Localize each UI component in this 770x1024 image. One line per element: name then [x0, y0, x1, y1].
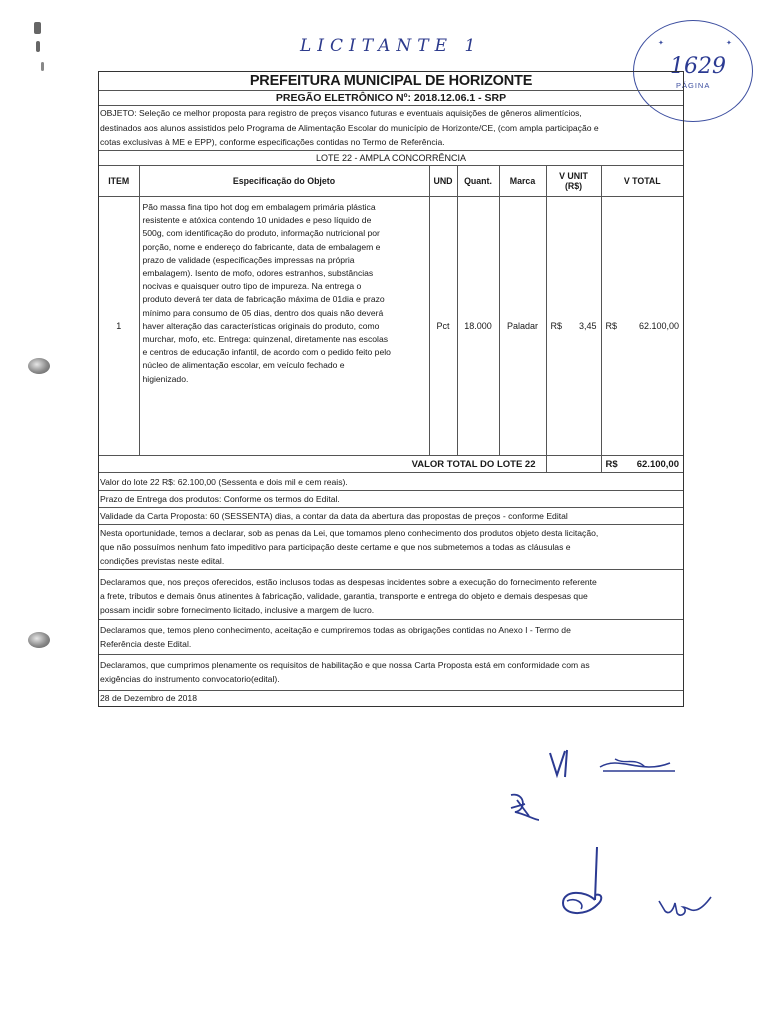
proposal-form	[98, 71, 684, 707]
scan-mark	[34, 22, 41, 34]
signature-initials-1	[545, 745, 695, 785]
signature-main	[555, 845, 615, 920]
spec-line: núcleo de alimentação escolar, em veículo fechado e	[142, 360, 345, 371]
valor-lote-line: Valor do lote 22 R$: 62.100,00 (Sessenta e dois mil e cem reais).	[99, 472, 683, 491]
stamp-page-label: PÁGINA	[676, 81, 711, 90]
header-und: UND	[429, 166, 457, 197]
spec-line: murchar, mofo, etc. Entrega: quinzenal, diretamente nas escolas	[142, 334, 389, 345]
header-marca: Marca	[499, 166, 546, 197]
cell-vunit	[546, 197, 601, 456]
validade-line: Validade da Carta Proposta: 60 (SESSENTA) dias, a contar da data da abertura das propostas de preços - conforme Edital	[99, 508, 683, 525]
spec-line: higienizado.	[142, 373, 189, 384]
declaracao-habilitacao	[99, 655, 683, 691]
objeto-line: cotas exclusivas à ME e EPP), conforme especificações contidas no Termo de Referência.	[100, 137, 445, 147]
total-value-cell	[601, 456, 683, 473]
declaracao-line: a frete, tributos e demais ônus atinentes à fabricação, validade, garantia, transporte e entrega do objeto e demais despesas que	[100, 591, 588, 601]
table-header-row	[99, 166, 683, 197]
declaracao-obrigacoes	[99, 620, 683, 655]
signature-initials-3	[655, 893, 715, 923]
handwritten-header: LICITANTE 1	[300, 36, 482, 56]
header-vunit-line2: (R$)	[564, 181, 583, 191]
stamp-page-number: 1629	[670, 54, 726, 79]
prazo-entrega-line: Prazo de Entrega dos produtos: Conforme os termos do Edital.	[99, 491, 683, 508]
cell-quant: 18.000	[457, 197, 499, 456]
scan-mark	[36, 41, 40, 52]
spec-line: haver alteração das características originais do produto, como	[142, 320, 380, 331]
document-date: 28 de Dezembro de 2018	[100, 693, 197, 703]
declaracao-line: que não possuímos nenhum fato impeditivo para participação deste certame e que nos submetemos a todas as cláusulas e	[100, 542, 571, 552]
cell-marca: Paladar	[499, 197, 546, 456]
header-vunit	[546, 166, 601, 197]
table-row	[99, 197, 683, 456]
declaracao-line: possam incidir sobre fornecimento licitado, inclusive a margem de lucro.	[100, 605, 375, 615]
form-title: PREFEITURA MUNICIPAL DE HORIZONTE	[99, 72, 683, 91]
total-currency: R$	[605, 458, 618, 470]
spec-line: produto deverá ter data de fabricação máxima de 01dia e prazo	[142, 294, 385, 305]
header-vunit-line1: V UNIT	[559, 171, 588, 181]
spec-line: embalagem). Isento de mofo, odores estranhos, substâncias	[142, 268, 374, 279]
scan-mark	[41, 62, 44, 71]
declaracao-line: Referência deste Edital.	[100, 639, 192, 649]
objeto-line: destinados aos alunos assistidos pelo Programa de Alimentação Escolar do município de Horizonte/CE, (com ampla participação e	[100, 122, 599, 133]
items-table	[99, 166, 683, 472]
declaracao-line: Declaramos que, nos preços oferecidos, estão inclusos todas as despesas incidentes sobre a execução do fornecimento referente	[100, 577, 597, 587]
total-row	[99, 456, 683, 473]
spec-line: Pão massa fina tipo hot dog em embalagem primária plástica	[142, 202, 376, 212]
total-value: 62.100,00	[636, 458, 679, 470]
header-spec: Especificação do Objeto	[139, 166, 429, 197]
total-label: VALOR TOTAL DO LOTE 22	[139, 456, 546, 473]
cell-und: Pct	[429, 197, 457, 456]
signature-initials-2	[505, 790, 545, 825]
page-number-stamp: ✦ ✦ 1629 PÁGINA	[633, 20, 753, 122]
header-vtotal: V TOTAL	[601, 166, 683, 197]
spec-line: mínimo para consumo de 05 dias, dentro dos quais não deverá	[142, 307, 384, 318]
vtotal-value: 62.100,00	[638, 321, 679, 331]
declaracao-conhecimento	[99, 525, 683, 570]
header-quant: Quant.	[457, 166, 499, 197]
spec-line: prazo de validade (especificações impressas na própria	[142, 254, 355, 265]
vunit-currency: R$	[550, 321, 563, 331]
punch-hole-shadow	[28, 358, 50, 374]
declaracao-line: exigências do instrumento convocatorio(edital).	[100, 674, 280, 684]
spec-line: resistente e atóxica contendo 10 unidades e peso líquido de	[142, 215, 372, 226]
spec-line: porção, nome e endereço do fabricante, data de embalagem e	[142, 241, 381, 252]
cell-vtotal	[601, 197, 683, 456]
declaracao-line: Declaramos que, temos pleno conhecimento, aceitação e cumpriremos todas as obrigações contidas no Anexo I - Termo de	[100, 625, 571, 635]
declaracao-precos	[99, 570, 683, 620]
declaracao-line: Declaramos, que cumprimos plenamente os requisitos de habilitação e que nossa Carta Proposta está em conformidade com as	[100, 660, 590, 670]
objeto-line: OBJETO: Seleção ce melhor proposta para registro de preços visanco futuras e eventuais aquisições de gêneros alimentícios,	[100, 108, 582, 118]
spec-line: e centros de educação infantil, de acordo com o pedido feito pelo	[142, 347, 391, 358]
spec-line: 500g, com identificação do produto, informação nutricional por	[142, 228, 380, 239]
declaracao-line: Nesta oportunidade, temos a declarar, sob as penas da Lei, que tomamos pleno conhecimento dos produtos objeto desta licitação,	[100, 528, 599, 538]
vunit-value: 3,45	[578, 321, 597, 331]
cell-spec	[139, 197, 429, 456]
punch-hole-shadow	[28, 632, 50, 648]
spec-line: nocivas e quaisquer outro tipo de impureza. Na entrega o	[142, 281, 362, 292]
form-subtitle: PREGÃO ELETRÔNICO Nº: 2018.12.06.1 - SRP	[99, 91, 683, 106]
cell-item: 1	[99, 197, 139, 456]
objeto-text	[99, 106, 683, 151]
lote-heading: LOTE 22 - AMPLA CONCORRÊNCIA	[99, 151, 683, 166]
vtotal-currency: R$	[605, 321, 618, 331]
declaracao-line: condições previstas neste edital.	[100, 556, 225, 566]
header-item: ITEM	[99, 166, 139, 197]
